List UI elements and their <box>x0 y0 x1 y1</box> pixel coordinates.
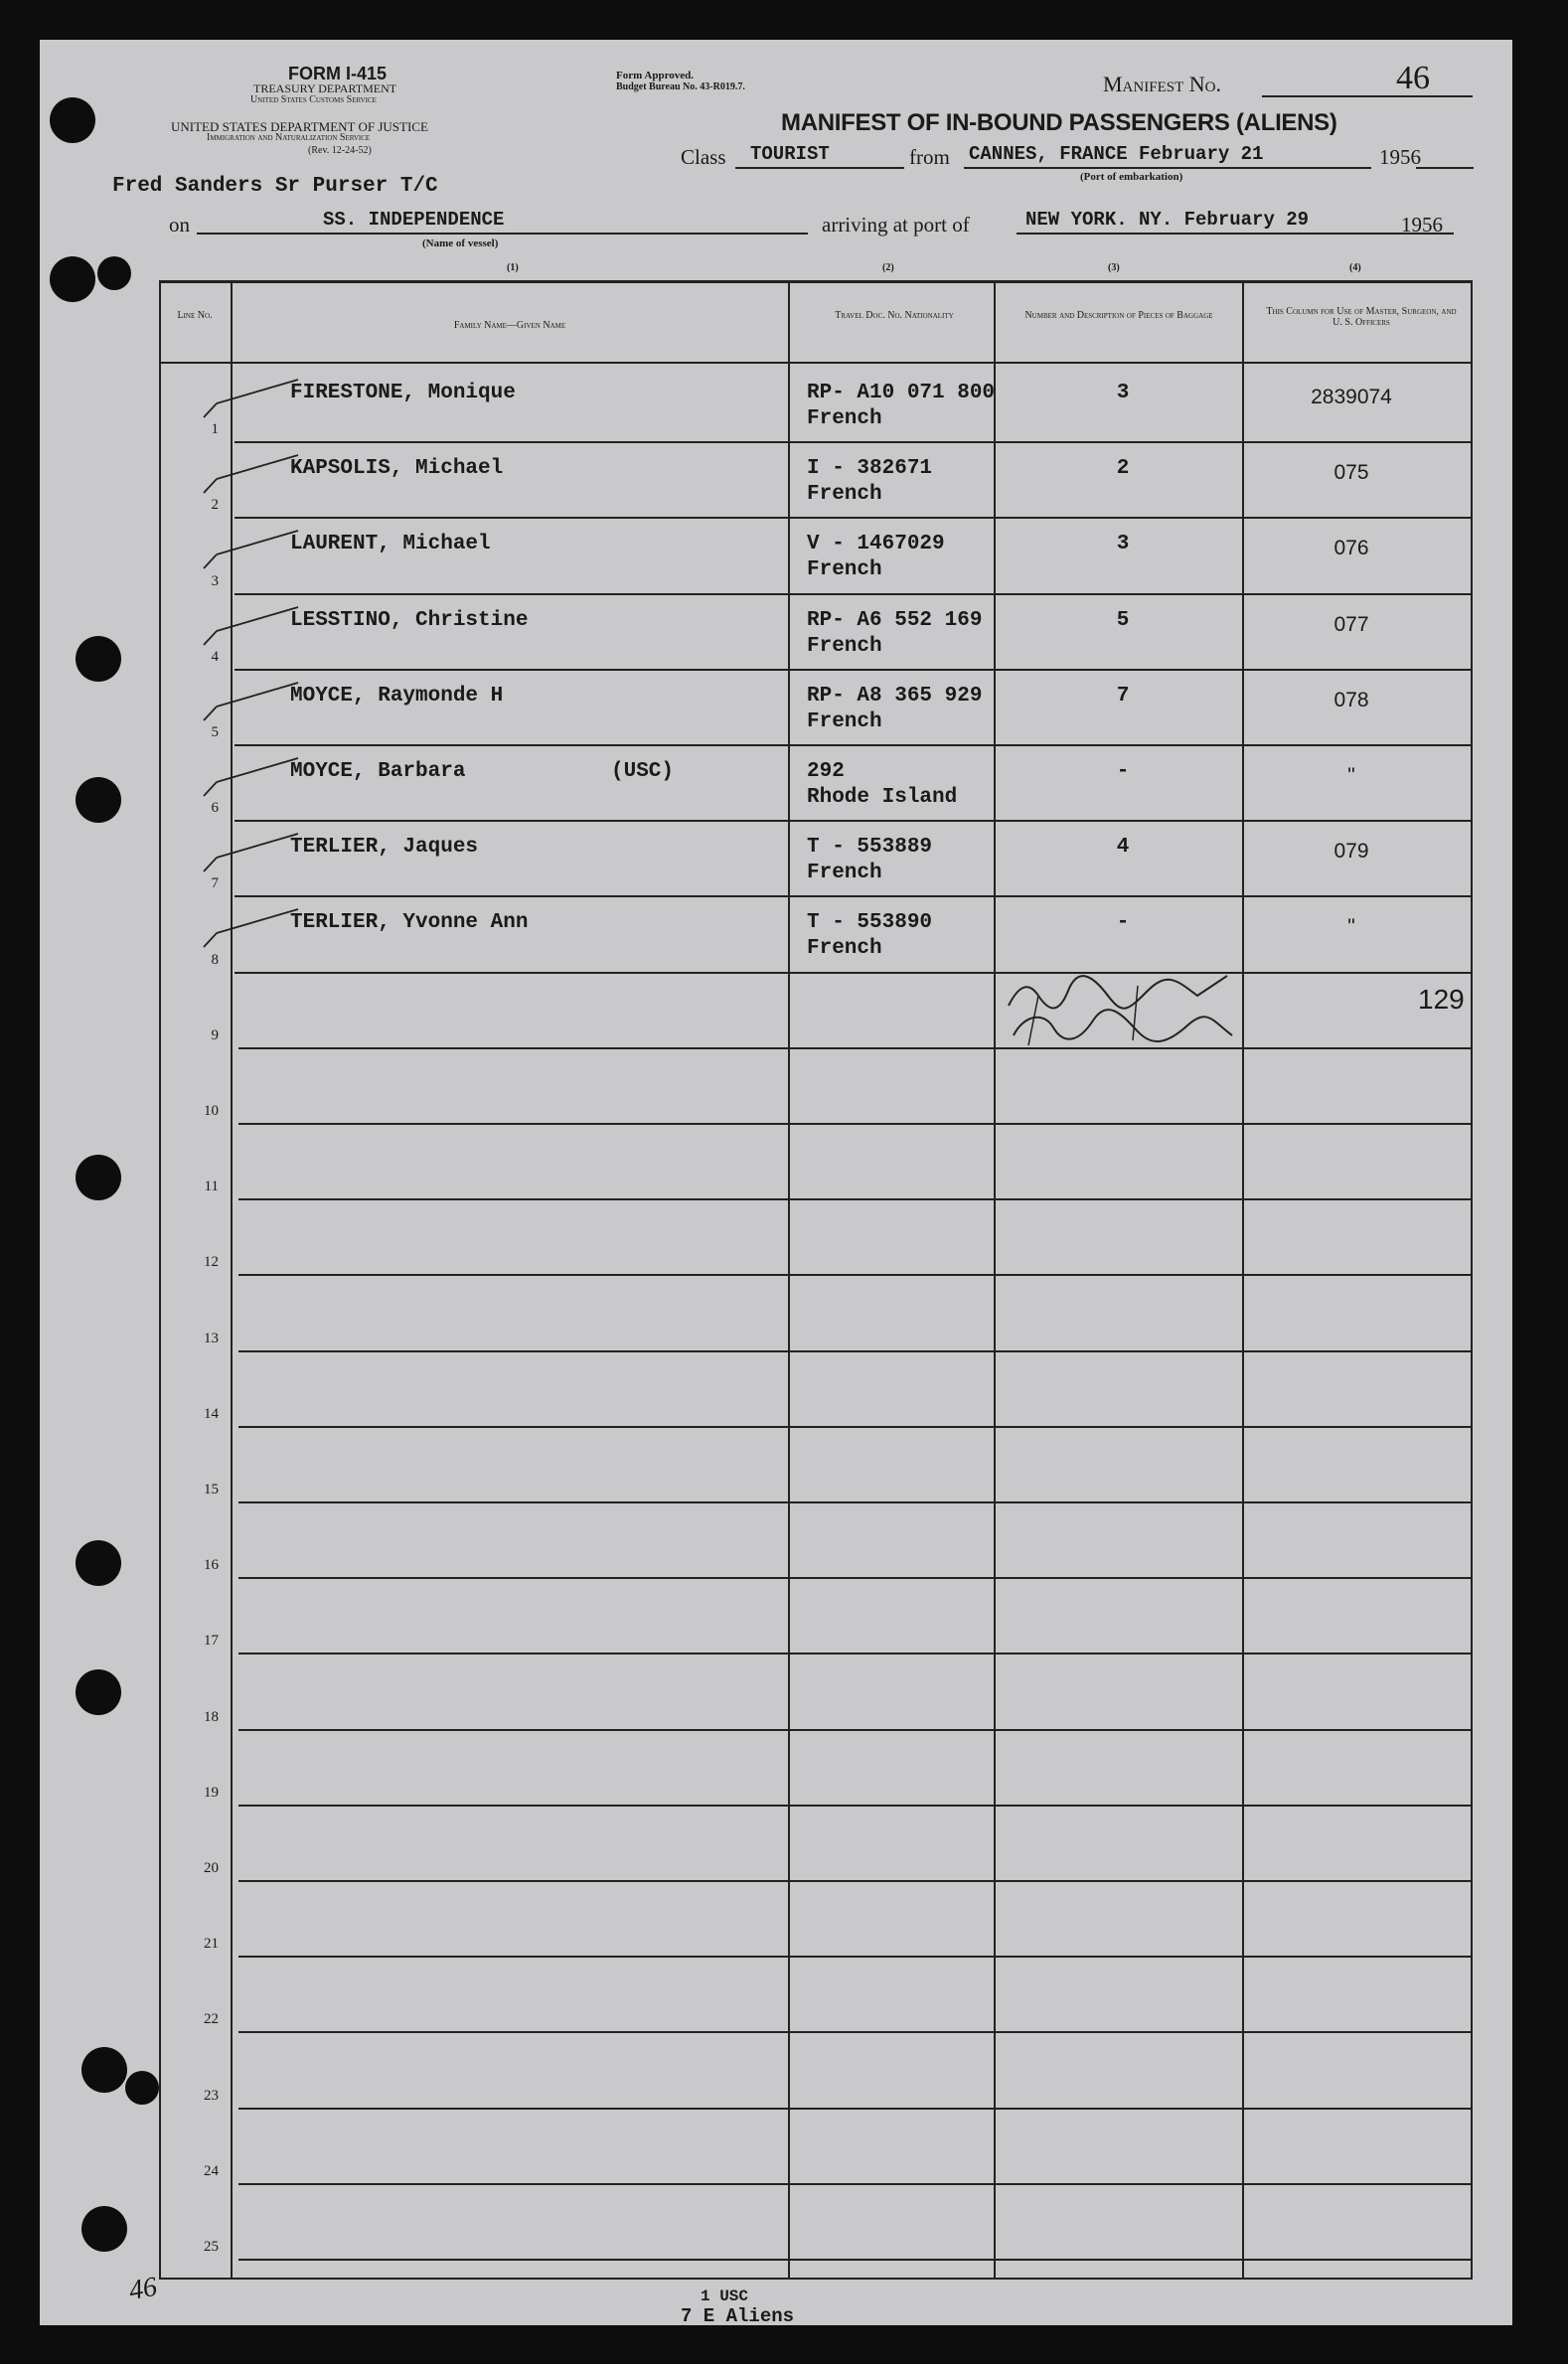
line-number: 15 <box>204 1482 219 1497</box>
travel-doc-number: RP- A10 071 800 <box>807 382 996 404</box>
officer-signature <box>999 966 1297 1055</box>
vessel-note: (Name of vessel) <box>422 237 499 249</box>
passenger-name: KAPSOLIS, Michael <box>290 457 504 481</box>
officer-number: " <box>1347 915 1355 939</box>
form-number: FORM I-415 <box>288 64 388 83</box>
table-row-rule <box>235 820 1471 822</box>
table-row-rule <box>238 1426 1471 1428</box>
budget-bureau: Budget Bureau No. 43-R019.7. <box>616 81 745 92</box>
class-label: Class <box>681 145 726 169</box>
arrival-value: NEW YORK. NY. February 29 <box>1025 209 1310 231</box>
passenger-name: LAURENT, Michael <box>290 533 491 556</box>
line-number: 9 <box>211 1026 219 1043</box>
baggage-count: 3 <box>1116 533 1130 556</box>
officer-number: 077 <box>1333 612 1369 636</box>
line-number: 8 <box>211 951 219 968</box>
punch-hole <box>76 1540 121 1586</box>
punch-hole <box>76 777 121 823</box>
passenger-name: TERLIER, Yvonne Ann <box>290 911 529 935</box>
officer-number: 075 <box>1333 461 1369 485</box>
line-number: 10 <box>204 1103 219 1119</box>
nationality: Rhode Island <box>807 786 958 809</box>
passenger-name: MOYCE, Barbara <box>290 760 466 783</box>
table-row-rule <box>238 1729 1471 1731</box>
baggage-count: 3 <box>1116 382 1130 404</box>
travel-doc-number: T - 553889 <box>807 836 933 860</box>
port-embarkation-note: (Port of embarkation) <box>1080 171 1183 183</box>
table-row-rule <box>238 2031 1471 2033</box>
table-row-rule <box>238 1123 1471 1125</box>
officer-number: 078 <box>1333 688 1369 711</box>
col-header-baggage: Number and Description of Pieces of Baggage <box>1024 310 1213 321</box>
col-header-officers: This Column for Use of Master, Surgeon, and U. S. Officers <box>1266 306 1457 328</box>
line-number: 23 <box>204 2087 219 2104</box>
col-num-2: (2) <box>882 262 894 273</box>
baggage-count: 2 <box>1116 457 1130 481</box>
line-number: 22 <box>204 2011 219 2028</box>
arrival-year: 1956 <box>1401 213 1443 236</box>
travel-doc-number: RP- A6 552 169 <box>807 608 983 632</box>
passenger-status: (USC) <box>611 760 675 783</box>
table-row-rule <box>235 895 1471 897</box>
col-num-4: (4) <box>1349 262 1361 273</box>
from-value: CANNES, FRANCE February 21 <box>969 143 1264 165</box>
dept-justice-sub: Immigration and Naturalization Service <box>207 132 371 143</box>
nationality: French <box>807 709 882 733</box>
margin-handwritten-note: 46 <box>126 2271 160 2307</box>
line-number: 11 <box>204 1179 219 1195</box>
line-number: 19 <box>204 1784 219 1801</box>
line-number: 4 <box>211 648 219 665</box>
punch-hole <box>76 636 121 682</box>
line-number: 25 <box>204 2239 219 2255</box>
table-row-rule <box>238 2183 1471 2185</box>
table-row-rule <box>235 744 1471 746</box>
col-header-doc: Travel Doc. No. Nationality <box>835 310 954 321</box>
nationality: French <box>807 483 882 507</box>
punch-hole <box>76 1155 121 1200</box>
officer-number: " <box>1347 764 1355 787</box>
baggage-count: 7 <box>1116 684 1130 708</box>
table-row-rule <box>238 1880 1471 1882</box>
table-row-rule <box>238 1198 1471 1200</box>
check-mark-icon <box>199 830 308 879</box>
officer-number: 2839074 <box>1311 386 1392 408</box>
dept-justice: UNITED STATES DEPARTMENT OF JUSTICE <box>171 119 428 134</box>
check-mark-icon <box>199 754 308 804</box>
dept-treasury-sub: United States Customs Service <box>250 94 377 105</box>
table-row-rule <box>238 1805 1471 1807</box>
travel-doc-number: 292 <box>807 760 845 783</box>
form-revision: (Rev. 12-24-52) <box>308 145 372 156</box>
check-mark-icon <box>199 603 308 653</box>
annotation-129: 129 <box>1418 984 1465 1015</box>
passenger-name: MOYCE, Raymonde H <box>290 684 504 708</box>
table-row-rule <box>238 1274 1471 1276</box>
line-number: 24 <box>204 2162 219 2179</box>
line-number: 2 <box>211 497 219 514</box>
line-number: 18 <box>204 1708 219 1725</box>
line-number: 1 <box>211 421 219 438</box>
manifest-title: MANIFEST OF IN-BOUND PASSENGERS (ALIENS) <box>781 109 1337 136</box>
table-row-rule <box>238 1577 1471 1579</box>
officer-number: 076 <box>1333 537 1369 560</box>
check-mark-icon <box>199 905 308 955</box>
table-row-rule <box>238 1653 1471 1655</box>
line-number: 14 <box>204 1405 219 1422</box>
baggage-count: - <box>1116 760 1130 783</box>
table-row-rule <box>235 517 1471 519</box>
table-row-rule <box>238 1956 1471 1958</box>
travel-doc-number: I - 382671 <box>807 457 933 481</box>
table-row-rule <box>235 669 1471 671</box>
arriving-label: arriving at port of <box>822 213 970 236</box>
line-number: 20 <box>204 1860 219 1876</box>
table-row-rule <box>238 1350 1471 1352</box>
punch-hole <box>125 2071 159 2105</box>
table-row-rule <box>238 1501 1471 1503</box>
punch-hole <box>76 1669 121 1715</box>
punch-hole <box>81 2206 127 2252</box>
manifest-sheet <box>40 40 1512 2325</box>
passenger-name: LESSTINO, Christine <box>290 608 529 632</box>
travel-doc-number: T - 553890 <box>807 911 933 935</box>
check-mark-icon <box>199 527 308 576</box>
check-mark-icon <box>199 376 308 425</box>
dept-treasury: TREASURY DEPARTMENT <box>253 81 397 95</box>
class-value: TOURIST <box>750 143 830 165</box>
table-row-rule <box>235 441 1471 443</box>
purser: Fred Sanders Sr Purser T/C <box>112 175 438 198</box>
travel-doc-number: V - 1467029 <box>807 533 945 556</box>
nationality: French <box>807 407 882 430</box>
punch-hole <box>97 256 131 290</box>
line-number: 3 <box>211 572 219 589</box>
punch-hole <box>50 97 95 143</box>
from-label: from <box>909 145 950 169</box>
col-num-3: (3) <box>1108 262 1120 273</box>
passenger-name: FIRESTONE, Monique <box>290 382 516 404</box>
line-number: 7 <box>211 875 219 892</box>
col-header-name: Family Name—Given Name <box>453 320 566 331</box>
travel-doc-number: RP- A8 365 929 <box>807 684 983 708</box>
baggage-count: 4 <box>1116 836 1130 860</box>
line-number: 16 <box>204 1557 219 1574</box>
baggage-count: - <box>1116 911 1130 935</box>
on-label: on <box>169 213 190 236</box>
line-number: 12 <box>204 1254 219 1271</box>
line-number: 17 <box>204 1633 219 1650</box>
line-number: 21 <box>204 1936 219 1953</box>
line-number: 6 <box>211 800 219 817</box>
line-number: 5 <box>211 724 219 740</box>
table-row-rule <box>238 2108 1471 2110</box>
form-approved: Form Approved. <box>616 70 695 81</box>
check-mark-icon <box>199 451 308 501</box>
col-num-1: (1) <box>507 262 519 273</box>
manifest-no-label: Manifest No. <box>1103 72 1221 96</box>
table-row-rule <box>238 2259 1471 2261</box>
vessel-name: SS. INDEPENDENCE <box>323 209 505 231</box>
punch-hole <box>50 256 95 302</box>
footer-usc: 1 USC <box>701 2287 749 2305</box>
punch-hole <box>81 2047 127 2093</box>
footer-aliens: 7 E Aliens <box>681 2305 795 2327</box>
nationality: French <box>807 634 882 658</box>
manifest-no: 46 <box>1396 60 1430 96</box>
col-header-line-no: Line No. <box>177 310 213 321</box>
nationality: French <box>807 862 882 885</box>
officer-number: 079 <box>1333 840 1369 864</box>
nationality: French <box>807 558 882 582</box>
nationality: French <box>807 937 882 961</box>
from-year: 1956 <box>1379 145 1421 169</box>
passenger-name: TERLIER, Jaques <box>290 836 479 860</box>
line-number: 13 <box>204 1330 219 1346</box>
table-row-rule <box>235 593 1471 595</box>
check-mark-icon <box>199 679 308 728</box>
baggage-count: 5 <box>1116 608 1130 632</box>
